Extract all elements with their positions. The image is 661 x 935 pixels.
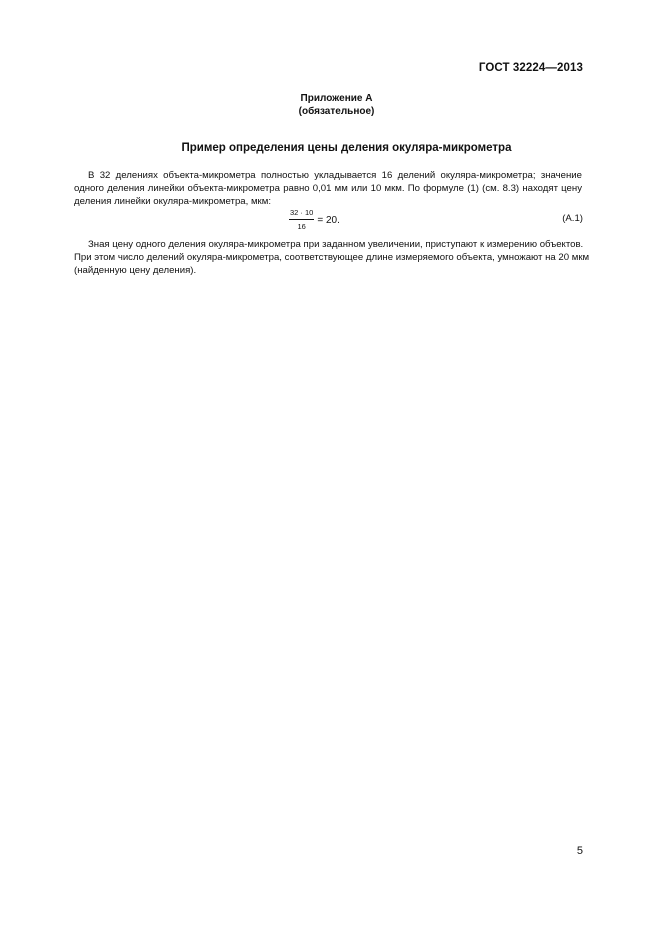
formula-numerator: 32 · 10 [289, 208, 314, 220]
document-code: ГОСТ 32224—2013 [478, 62, 583, 74]
section-title-text: Пример определения цены деления окуляра-микрометра [181, 142, 512, 154]
paragraph-1 [74, 169, 582, 208]
appendix-status: (обязательное) [298, 106, 375, 117]
formula [289, 208, 340, 232]
formula-result: = 20. [317, 214, 340, 226]
paragraph-2-line-1: Зная цену одного деления окуляра-микрометра при заданном увеличении, приступают к измерению объектов. [88, 239, 584, 250]
appendix-heading [0, 92, 661, 118]
paragraph-1-line-2: одного деления линейки объекта-микрометра равно 0,01 мм или 10 мкм. По формуле (1) (см. 8.3) находят цену [74, 183, 582, 194]
appendix-title: Приложение А [300, 93, 373, 104]
section-title [0, 142, 661, 154]
paragraph-2-line-2: При этом число делений окуляра-микрометра, соответствующее длине измеряемого объекта, умножают на 20 мкм [74, 252, 590, 263]
formula-denominator: 16 [297, 222, 306, 231]
paragraph-1-line-3: деления линейки окуляра-микрометра, мкм: [74, 196, 272, 207]
page-number: 5 [576, 845, 583, 857]
paragraph-2 [74, 238, 590, 277]
paragraph-1-line-1: В 32 делениях объекта-микрометра полностью укладывается 16 делений окуляра-микрометра; значение [88, 170, 582, 181]
formula-fraction [289, 208, 314, 232]
paragraph-2-line-3: (найденную цену деления). [74, 265, 197, 276]
formula-number: (А.1) [562, 213, 583, 224]
